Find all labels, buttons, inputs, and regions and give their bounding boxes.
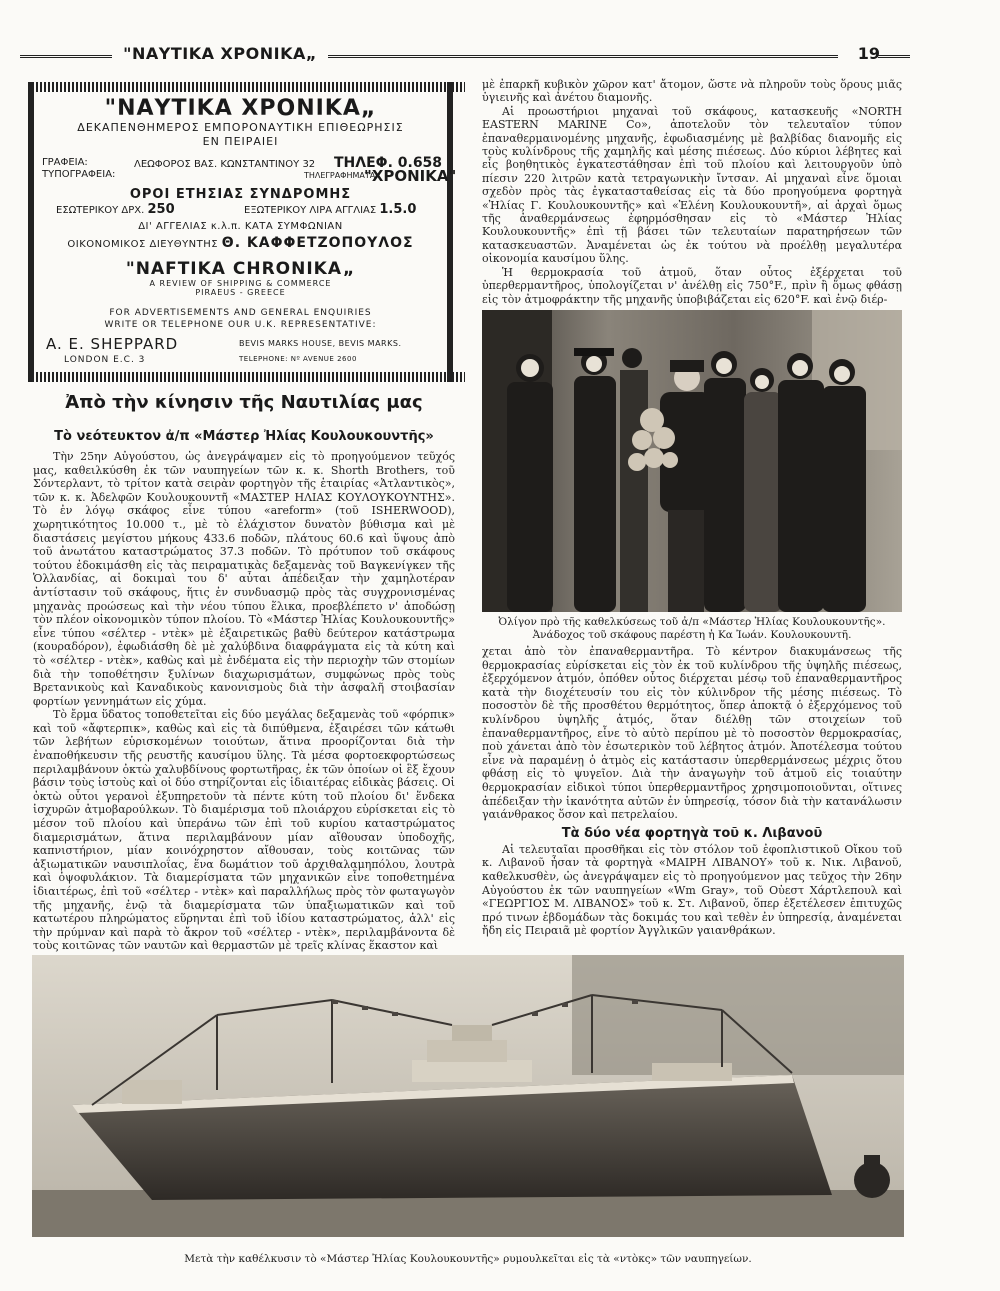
article2-paragraph-1: Αἱ τελευταῖαι προσθῆκαι εἰς τὸν στόλον τοῦ ἐφοπλιστικοῦ Οἴκου τοῦ κ. Λιβανοῦ ἦσαν τὰ φορτηγὰ «ΜΑΙΡΗ ΛΙΒΑΝΟΥ» τοῦ κ. Νικ. Λιβανοῦ, καθελκυσθὲν, ὡς ἀνεγράψαμεν εἰς τὸ προηγούμενον μας τεῦχος τὴν 26ην Αὐγούστου ἐκ τῶν ναυπηγείων «Wm Gray», τοῦ Οὐεστ Χάρτλεπουλ καὶ «ΓΕΩΡΓΙΟΣ Μ. ΛΙΒΑΝΟΣ» τοῦ κ. Στ. Λιβανοῦ, ὅπερ ἐξετέλεσεν ἐπιτυχῶς πρό τινων ἑβδομάδων τὰς δοκιμάς του καὶ τεθὲν ἐν ὑπηρεσίᾳ, ἀναμένεται ἤδη εἰς Πειραιᾶ μὲ φορτίον Ἀγγλικῶν γαιανθράκων.	[482, 842, 902, 938]
article2-title: Τὰ δύο νέα φορτηγὰ τοῦ κ. Λιβανοῦ	[561, 825, 823, 841]
advertising-line-2: WRITE OR TELEPHONE OUR U.K. REPRESENTATIVE:	[104, 320, 377, 330]
telegram-label: ΤΗΛΕΓΡΑΦΗΜΑΤΑ	[304, 171, 376, 180]
agent-phone: TELEPHONE: Nº AVENUE 2600	[239, 355, 357, 363]
article1-paragraph-5: Ἡ θερμοκρασία τοῦ ἀτμοῦ, ὅταν οὗτος ἐξέρχεται τοῦ ὑπερθερμαντῆρος, ὑπολογίζεται ν' ἀνέλθῃ εἰς 750°F., πρὶν ἢ ὅμως φθάσῃ εἰς τὸν ἀτμοφράκτην τῆς μηχανῆς ὑποβιβάζεται εἰς 620°F. καὶ ἐνῷ διέρ-	[482, 265, 902, 306]
advertising-notice	[34, 307, 447, 331]
domestic-value: 250	[147, 202, 175, 217]
masthead-address: ΛΕΩΦΟΡΟΣ ΒΑΣ. ΚΩΝΣΤΑΝΤΙΝΟΥ 32	[134, 159, 316, 170]
article1-paragraph-2: Τὸ ἔρμα ὕδατος τοποθετεῖται εἰς δύο μεγάλας δεξαμενὰς τοῦ «φόρπικ» καὶ τοῦ «ἄφτερπικ», καθὼς καὶ εἰς τὰ διπύθμενα, ἐξαιρέσει τῶν κάτωθι τῶν λεβήτων εὑρισκομένων τοιούτων, ἅτινα προορίζονται διὰ τὴν ἐναποθήκευσιν τῆς ρευστῆς καυσίμου ὕλης. Τὰ μέσα φορτοεκφορτώσεως περιλαμβάνουν ὀκτὼ χαλυβδίνους φορτωτῆρας, ἐκ τῶν ὁποίων οἱ ἓξ ἔχουν βάσιν τοὺς ἱστοὺς καὶ οἱ δύο στηρίζονται εἰς ἰδιαιτέρας εἰδικὰς βάσεις. Οἱ ὀκτὼ οὗτοι γερανοὶ ἐξυπηρετοῦν τὰ πέντε κύτη τοῦ πλοίου δι' ἕνδεκα ἰσχυρῶν ἀτμοβαρούλκων. Τὸ διαμέρισμα τοῦ πλοιάρχου εὑρίσκεται εἰς τὸ μέσον τοῦ πλοίου καὶ ὑπεράνω τῶν ἐπὶ τοῦ κυρίου καταστρώματος διαμερισμάτων, ἅτινα περιλαμβάνουν μίαν αἴθουσαν ὑποδοχῆς, καπνιστήριον, μίαν κοινόχρηστον αἴθουσαν, τοὺς κοιτῶνας τῶν ἀξιωματικῶν ναυσιπλοΐας, ἕνα δωμάτιον τοῦ ἀρχιθαλαμηπόλου, λουτρὰ καὶ ὀψοφυλάκιον. Τὰ διαμερίσματα τῶν μηχανικῶν εἶνε τοποθετημένα ἰδιαιτέρως, ἐπὶ τοῦ «σέλτερ - ντὲκ» καὶ παραλλήλως πρὸς τὸν φωταγωγὸν τῆς μηχανῆς, ἐνῷ τὰ διαμερίσματα τῶν ὑπαξιωματικῶν καὶ τοῦ κατωτέρου πληρώματος εὕρηνται ἐπὶ τοῦ ἰδίου καταστρώματος, ἀλλ' εἰς τὴν πρύμναν καὶ παρὰ τὸ ἄκρον τοῦ «σέλτερ - ντὲκ», περιλαμβάνοντα δὲ τοὺς κοιτῶνας τῶν ναυτῶν καὶ θερμαστῶν μὲ τρεῖς κλίνας ἕκαστον καὶ	[33, 708, 455, 953]
article1-paragraph-6: χεται ἀπὸ τὸν ἐπαναθερμαντῆρα. Τὸ κέντρον διακυμάνσεως τῆς θερμοκρασίας εὑρίσκεται εἰς τὸν ἐκ τοῦ κυλίνδρου τῆς ὑψηλῆς πιέσεως, ἐξερχόμενον ἀτμόν, ὁπόθεν οὗτος διέρχεται μέσῳ τοῦ ἐπαναθερμαντῆρος κατὰ τὴν διοχέτευσίν του εἰς τὸν κύλινδρον τῆς μέσης πιέσεως. Τὸ ποσοστὸν δὲ τῆς προσθέτου θερμότητος, ὅπερ ἀποκτᾷ ὁ ἐξερχόμενος τοῦ κυλίνδρου ὑψηλῆς ἀτμός, ὅταν διέλθῃ τῶν στοιχείων τοῦ ἐπαναθερμαντῆρος, εἶνε τὸ αὐτὸ περίπου μὲ τὸ ποσοστὸν θερμοκρασίας, ποὺ χάνεται ἀπὸ τὸν ἐσωτερικὸν τοῦ λέβητος ἀτμόν. Ἀποτέλεσμα τούτου εἶνε νὰ παραμένῃ ὁ ἀτμὸς εἰς κατάστασιν ὑπερθερμάνσεως μέχρις ὅτου φθάσῃ εἰς τὸ ψυγεῖον. Διὰ τὴν ἀναγωγὴν τοῦ ἀτμοῦ εἰς τοιαύτην θερμοκρασίαν εἰδικοὶ τύποι ὑπερθερμαντῆρος χρησιμοποιοῦνται, οἵτινες ἀπέδειξαν τὴν ἱκανότητα αὐτῶν ἐν ὑπηρεσίᾳ, τόσον διὰ τὴν κατανάλωσιν γαιάνθρακος ὅσον καὶ πετρελαίου.	[482, 645, 902, 822]
english-location: PIRAEUS - GREECE	[195, 288, 286, 297]
agent-city: LONDON E.C. 3	[64, 355, 146, 365]
domestic-price	[56, 202, 175, 217]
masthead-offices	[34, 155, 457, 185]
english-subtitle: A REVIEW OF SHIPPING & COMMERCE	[149, 279, 332, 288]
header-rule-left	[20, 55, 112, 58]
agent-name: A. E. SHEPPARD	[46, 335, 179, 353]
launch-caption-line-1: Ὀλίγον πρὸ τῆς καθελκύσεως τοῦ ἀ/π «Μάστερ Ἠλίας Κουλουκουντῆς».	[498, 616, 886, 628]
header-rule-middle	[328, 55, 838, 58]
domestic-label: ΕΣΩΤΕΡΙΚΟΥ ΔΡΧ.	[56, 205, 145, 216]
article1-paragraph-1: Τὴν 25ην Αὐγούστου, ὡς ἀνεγράψαμεν εἰς τὸ προηγούμενον τεῦχός μας, καθειλκύσθη ἐκ τῶν ναυπηγείων τῶν κ. κ. Shorth Brothers, τοῦ Σόντερλαντ, τὸ τρίτον κατὰ σειρὰν φορτηγὸν τῆς ἑταιρίας «Ἀτλαντικὸς», τῶν κ. κ. Ἀδελφῶν Κουλουκουντῆ «ΜΑΣΤΕΡ ΗΛΙΑΣ ΚΟΥΛΟΥΚΟΥΝΤΗΣ». Τὸ ἐν λόγῳ σκάφος εἶνε τύπου «areform» (τοῦ ISHERWOOD), χωρητικότητος 10.000 τ., μὲ τὸ ἐλάχιστον δυνατὸν βύθισμα καὶ μὲ διαστάσεις μεγίστου μήκους 433.6 ποδῶν, πλάτους 60.6 καὶ ὕψους ἀπὸ τοῦ ἀνωτάτου καταστρώματος 37.3 ποδῶν. Τὸ πρότυπον τοῦ σκάφους τούτου ἐδοκιμάσθη εἰς τὰς πειραματικὰς δεξαμενὰς τοῦ Βαγκενίγκεν τῆς Ὁλλανδίας, αἱ δοκιμαὶ του δ' αὗται ἀπέδειξαν τὴν χαμηλοτέραν ἀντίστασιν τοῦ σκάφους, ἥτις ἐν συνδυασμῷ πρὸς τὰς συγχρονισμένας μηχανὰς προώσεως καὶ τὴν νέου τύπου ἕλικα, προεβλέπετο ν' ἀποδώσῃ τὸν πλέον οἰκονομικὸν τύπον πλοίου. Τὸ «Μάστερ Ἠλίας Κουλουκουντῆς» εἶνε τύπου «σέλτερ - ντὲκ» μὲ ἐξαιρετικῶς βαθὺ δεύτερον κατάστρωμα (κουραδόρον), ἐφωδιάσθη δὲ μὲ χαλύβδινα διαφράγματα εἰς τὰ κύτη καὶ τὸ «σέλτερ - ντὲκ», καθὼς καὶ μὲ ἐνδέματα εἰς τὴν περιοχὴν τῶν στομίων διὰ τὴν τοποθέτησιν ξυλίνων διαχωρισμάτων, συμφώνως πρὸς τοὺς Βρετανικοὺς καὶ Καναδικοὺς κανονισμοὺς διὰ τὴν ἀσφαλῆ στοιβασίαν φορτίων γεννημάτων εἰς χύμα.	[33, 450, 455, 708]
right-column-top	[482, 78, 902, 306]
offices-label: ΓΡΑΦΕΙΑ:	[42, 157, 88, 168]
masthead-content	[34, 96, 457, 369]
running-header	[20, 44, 910, 68]
director-label: ΟΙΚΟΝΟΜΙΚΟΣ ΔΙΕΥΘΥΝΤΗΣ	[67, 239, 219, 250]
subscription-prices	[34, 202, 447, 218]
ship-photo	[32, 955, 904, 1237]
printing-label: ΤΥΠΟΓΡΑΦΕΙΑ:	[42, 169, 116, 180]
header-rule-right	[878, 55, 910, 58]
right-column-bottom	[482, 645, 902, 938]
english-title: "NAFTIKA CHRONIKA„	[125, 259, 356, 279]
ship-caption-text: Μετὰ τὴν καθέλκυσιν τὸ «Μάστερ Ἠλίας Κουλουκουντῆς» ρυμουλκεῖται εἰς τὰ «ντὸκς» τῶν ναυπηγείων.	[184, 1253, 752, 1265]
masthead-subtitle: ΔΕΚΑΠΕΝΘΗΜΕΡΟΣ ΕΜΠΟΡΟΝΑΥΤΙΚΗ ΕΠΙΘΕΩΡΗΣΙΣ	[77, 121, 404, 134]
ship-photo-image	[32, 955, 904, 1237]
offices-labels	[42, 157, 115, 181]
left-column	[33, 392, 455, 953]
article1-paragraph-3: μὲ ἐπαρκῆ κυβικὸν χῶρον κατ' ἄτομον, ὥστε νὰ πληροῦν τοὺς ὅρους μιᾶς ὑγιεινῆς καὶ ἀνέτου διαμονῆς.	[482, 78, 902, 105]
director-line	[34, 235, 447, 251]
foreign-label: ΕΞΩΤΕΡΙΚΟΥ ΛΙΡΑ ΑΓΓΛΙΑΣ	[244, 205, 377, 216]
foreign-price	[244, 202, 416, 217]
director-name: Θ. ΚΑΦΦΕΤΖΟΠΟΥΛΟΣ	[221, 235, 414, 251]
group-photo-image	[482, 310, 902, 612]
subscription-terms: ΟΡΟΙ ΕΤΗΣΙΑΣ ΣΥΝΔΡΟΜΗΣ	[129, 187, 352, 202]
telegram-address: "ΧΡΟΝΙΚΑ"	[364, 167, 457, 185]
masthead-top-border	[28, 82, 465, 92]
masthead-title: "ΝΑΥΤΙΚΑ ΧΡΟΝΙΚΑ„	[104, 96, 377, 121]
masthead-box	[28, 82, 457, 382]
launch-group-photo	[482, 310, 902, 612]
ads-line: ΔΙ' ΑΓΓΕΛΙΑΣ κ.λ.π. ΚΑΤΑ ΣΥΜΦΩΝΙΑΝ	[138, 221, 343, 232]
advertising-line-1: FOR ADVERTISEMENTS AND GENERAL ENQUIRIES	[109, 308, 372, 318]
launch-caption-line-2: Ἀνάδοχος τοῦ σκάφους παρέστη ἡ Κα Ἰωάν. Κουλουκουντῆ.	[532, 629, 852, 641]
masthead-bottom-border	[28, 372, 465, 382]
article1-paragraph-4: Αἱ προωστήριοι μηχαναὶ τοῦ σκάφους, κατασκευῆς «NORTH EASTERN MARINE Co», ἀποτελοῦν τὸν τελευταῖον τύπον ἐπαναθερμαινομένης μηχανῆς, ἐφωδιασμένης μὲ βαλβίδας διανομῆς εἰς τοὺς κυλίνδρους τῆς χαμηλῆς καὶ μέσης πιέσεως. Δύο κύριοι λέβητες καὶ εἷς βοηθητικὸς ἐγκατεστάθησαν ἐπὶ τοῦ πλοίου καὶ λειτουργοῦν ὑπὸ πίεσιν 220 λιτρῶν κατὰ τετραγωνικὴν ἴντσαν. Αἱ μηχαναὶ εἶνε ὅμοιαι σχεδὸν πρὸς τὰς ἐγκατασταθείσας εἰς τὰ δύο προηγούμενα φορτηγὰ «Ἠλίας Γ. Κουλουκουντῆς» καὶ «Ἑλένη Κουλουκουντῆ», αἱ ἀρχαὶ ὅμως τῆς ἀναθερμάνσεως ἐφηρμόσθησαν εἰς τὸ «Μάστερ Ἠλίας Κουλουκουντῆς» ἐπὶ τῇ βάσει τῶν τελευταίων παρατηρήσεων τῶν κατασκευαστῶν. Ἀναμένεται ὡς ἐκ τούτου νὰ προέλθῃ μεγαλυτέρα οἰκονομία καυσίμου ὕλης.	[482, 104, 902, 266]
ship-photo-caption	[32, 1253, 904, 1266]
masthead-phone: ΤΗΛΕΦ. 0.658	[334, 155, 443, 171]
section-title: Ἀπὸ τὴν κίνησιν τῆς Ναυτιλίας μας	[65, 392, 423, 413]
running-header-title: "ΝΑΥΤΙΚΑ ΧΡΟΝΙΚΑ„	[123, 44, 317, 63]
masthead-location: ΕΝ ΠΕΙΡΑΙΕΙ	[202, 135, 279, 148]
article1-title: Τὸ νεότευκτον ἀ/π «Μάστερ Ἠλίας Κουλουκουντῆς»	[54, 429, 434, 444]
page-number: 19	[857, 44, 880, 63]
foreign-value: 1.5.0	[379, 202, 417, 217]
uk-representative	[34, 335, 447, 369]
agent-address: BEVIS MARKS HOUSE, BEVIS MARKS.	[239, 339, 402, 348]
launch-photo-caption	[482, 616, 902, 642]
